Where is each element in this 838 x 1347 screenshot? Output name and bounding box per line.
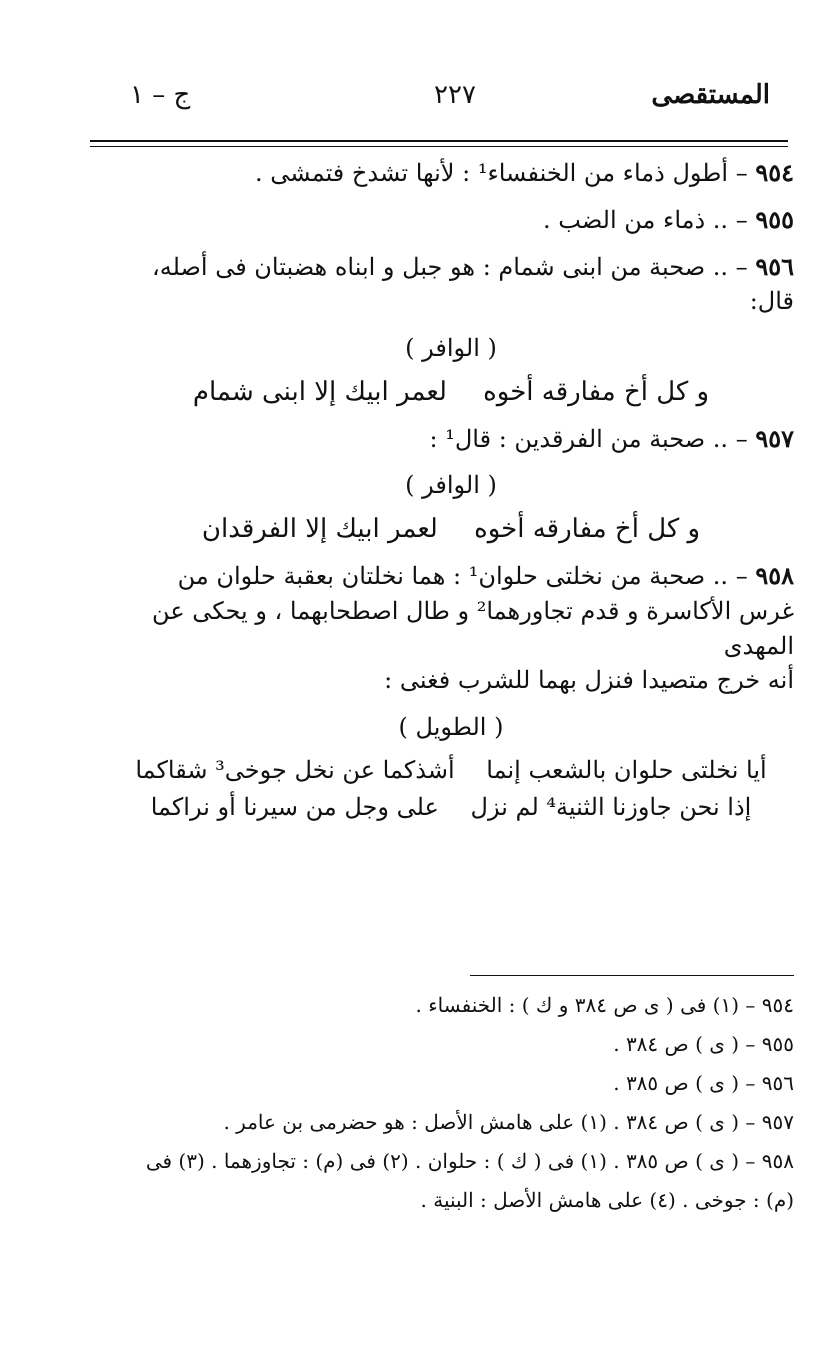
entry-text: – .. صحبة من الفرقدين : قال¹ : bbox=[429, 424, 748, 453]
entry-text: – .. صحبة من نخلتى حلوان¹ : هما نخلتان بعقبة حلوان من bbox=[177, 561, 748, 590]
poem-verse bbox=[108, 753, 794, 788]
entry-955 bbox=[108, 203, 794, 238]
hemistich-second: أشذكما عن نخل جوخى³ شقاكما bbox=[135, 755, 455, 784]
page-number: ٢٢٧ bbox=[434, 80, 476, 110]
hemistich-second: لعمر ابيك إلا ابنى شمام bbox=[192, 376, 447, 407]
entry-number: ٩٥٨ bbox=[755, 560, 794, 590]
header-rule-thick bbox=[90, 140, 788, 142]
hemistich-first: و كل أخ مفارقه أخوه bbox=[483, 376, 710, 407]
footnote: ٩٥٤ – (١) فى ( ى ص ٣٨٤ و ك ) : الخنفساء . bbox=[415, 993, 794, 1017]
footnote: ٩٥٦ – ( ى ) ص ٣٨٥ . bbox=[613, 1071, 794, 1095]
page-header bbox=[110, 80, 770, 130]
entry-954 bbox=[108, 156, 794, 191]
entry-number: ٩٥٤ bbox=[755, 158, 794, 187]
footnote: ٩٥٧ – ( ى ) ص ٣٨٤ . (١) على هامش الأصل : هو حضرمى بن عامر . bbox=[223, 1110, 794, 1134]
poem-meter: ( الطويل ) bbox=[398, 713, 504, 742]
hemistich-first: و كل أخ مفارقه أخوه bbox=[474, 514, 701, 545]
entry-956 bbox=[108, 250, 794, 320]
entry-number: ٩٥٧ bbox=[755, 423, 794, 453]
footnote: (م) : جوخى . (٤) على هامش الأصل : البنية . bbox=[420, 1188, 794, 1212]
footnotes bbox=[108, 990, 794, 1224]
volume-label: ج – ١ bbox=[130, 80, 191, 110]
hemistich-second: لعمر ابيك إلا الفرقدان bbox=[201, 514, 438, 545]
footnote: ٩٥٥ – ( ى ) ص ٣٨٤ . bbox=[613, 1032, 794, 1056]
entry-text: – .. صحبة من ابنى شمام : هو جبل و ابناه هضبتان فى أصله، قال: bbox=[151, 252, 794, 316]
footnote-rule bbox=[470, 975, 794, 976]
poem-verse bbox=[108, 511, 794, 549]
entry-text: – .. ذماء من الضب . bbox=[543, 205, 748, 234]
book-title: المستقصى bbox=[651, 80, 770, 110]
poem-verse bbox=[108, 790, 794, 825]
hemistich-second: على وجل من سيرنا أو نراكما bbox=[150, 792, 439, 821]
poem-verse bbox=[108, 374, 794, 412]
entry-text-line: غرس الأكاسرة و قدم تجاورهما² و طال اصطحابهما ، و يحكى عن المهدى bbox=[152, 596, 794, 660]
entry-957 bbox=[108, 422, 794, 457]
entry-number: ٩٥٦ bbox=[755, 251, 794, 281]
entry-text-line: أنه خرج متصيدا فنزل بهما للشرب فغنى : bbox=[384, 666, 794, 695]
hemistich-first: أيا نخلتى حلوان بالشعب إنما bbox=[486, 755, 767, 784]
hemistich-first: إذا نحن جاوزنا الثنية⁴ لم نزل bbox=[470, 792, 752, 821]
main-text bbox=[108, 152, 794, 827]
footnote: ٩٥٨ – ( ى ) ص ٣٨٥ . (١) فى ( ك ) : حلوان . (٢) فى (م) : تجاوزهما . (٣) فى bbox=[145, 1149, 794, 1173]
entry-text: – أطول ذماء من الخنفساء¹ : لأنها تشدخ فتمشى . bbox=[255, 159, 748, 187]
header-rule-thin bbox=[90, 146, 788, 147]
poem-meter: ( الوافر ) bbox=[405, 471, 497, 500]
poem-meter: ( الوافر ) bbox=[405, 334, 497, 363]
entry-number: ٩٥٥ bbox=[755, 204, 794, 234]
entry-958 bbox=[108, 559, 794, 698]
